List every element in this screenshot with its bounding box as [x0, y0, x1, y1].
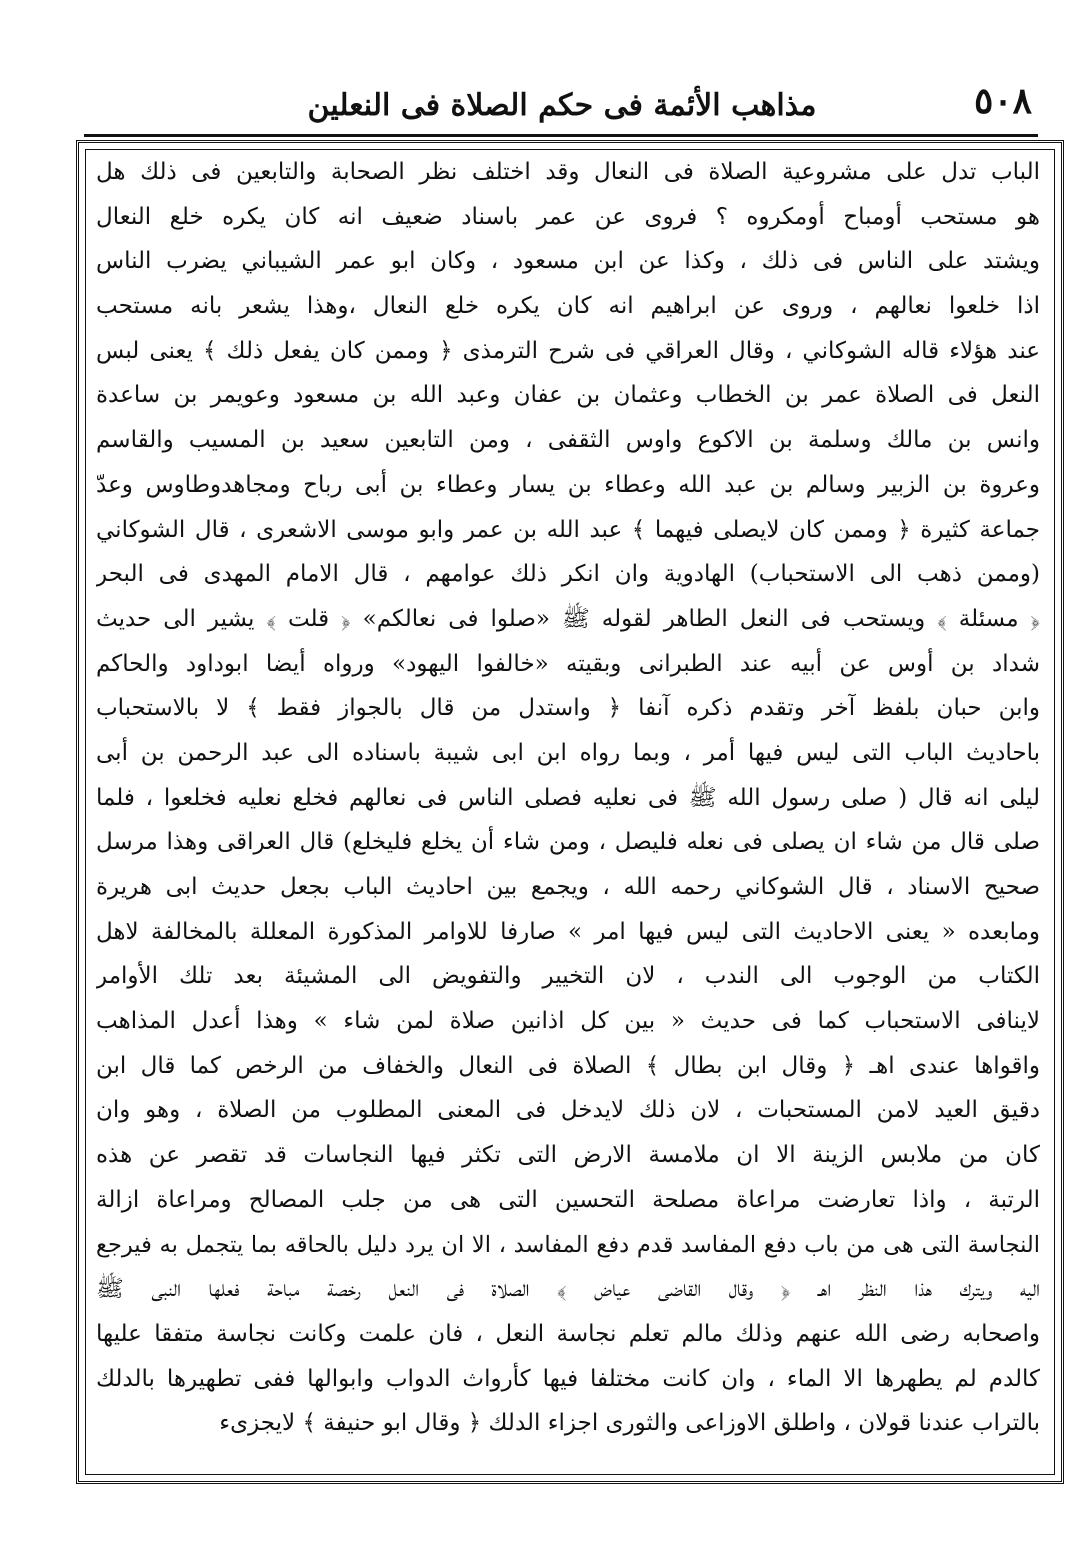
text-line: باحاديث الباب التى ليس فيها أمر ، وبما رواه ابن ابى شيبة باسناده الى عبد الرحمن بن أبى — [96, 739, 1040, 766]
text-line: عند هؤلاء قاله الشوكاني ، وقال العراقي فى شرح الترمذى ﴿ وممن كان يفعل ذلك ﴾ يعنى لبس — [96, 337, 1040, 364]
text-line: بالتراب عندنا قولان ، واطلق الاوزاعى والثورى اجزاء الدلك ﴿ وقال ابو حنيفة ﴾ لايجزىء — [219, 1410, 1040, 1437]
body-text — [96, 150, 1040, 1446]
page-header — [92, 78, 1032, 134]
text-line: كالدم لم يطهرها الا الماء ، وان كانت مختلفا فيها كأرواث الدواب وابوالها ففى تطهيرها بالدلك — [96, 1365, 1040, 1392]
page-number: ٥٠٨ — [973, 80, 1032, 122]
header-rule — [84, 134, 1038, 137]
text-line: دقيق العيد لامن المستحبات ، لان ذلك لايدخل فى المعنى المطلوب من الصلاة ، وهو وان — [96, 1097, 1040, 1124]
text-line: كان من ملابس الزينة الا ان ملامسة الارض التى تكثر فيها النجاسات قد تقصر عن هذه — [96, 1142, 1040, 1169]
text-line: ليلى انه قال ( صلى رسول الله ﷺ فى نعليه فصلى الناس فى نعالهم فخلع نعليه فخلعوا ، فلما — [96, 784, 1040, 811]
text-line: ومابعده « يعنى الاحاديث التى ليس فيها امر » صارفا للاوامر المذكورة المعللة بالمخالفة لاهل — [96, 918, 1040, 945]
text-line: ﴿ مسئلة ﴾ ويستحب فى النعل الطاهر لقوله ﷺ «صلوا فى نعالكم» ﴿ قلت ﴾ يشير الى حديث — [96, 605, 1040, 632]
text-line: (وممن ذهب الى الاستحباب) الهادوية وان انكر ذلك عوامهم ، قال الامام المهدى فى البحر — [96, 561, 1040, 588]
text-line: هو مستحب أومباح أومكروه ؟ فروى عن عمر باسناد ضعيف انه كان يكره خلع النعال — [96, 203, 1040, 230]
text-line: النعل فى الصلاة عمر بن الخطاب وعثمان بن عفان وعبد الله بن مسعود وعويمر بن ساعدة — [96, 382, 1040, 409]
text-line: الكتاب من الوجوب الى الندب ، لان التخيير والتفويض الى المشيئة بعد تلك الأوامر — [96, 963, 1040, 990]
text-line: الباب تدل على مشروعية الصلاة فى النعال وقد اختلف نظر الصحابة والتابعين فى ذلك هل — [96, 159, 1040, 185]
text-line: النجاسة التى هى من باب دفع المفاسد قدم دفع المفاسد ، الا ان يرد دليل بالحاقه بما يتجمل به فيرجع — [96, 1231, 1040, 1258]
text-line: اذا خلعوا نعالهم ، وروى عن ابراهيم انه كان يكره خلع النعال ،وهذا يشعر بانه مستحب — [96, 293, 1040, 320]
text-line: شداد بن أوس عن أبيه عند الطبرانى وبقيته «خالفوا اليهود» ورواه أيضا ابوداود والحاكم — [96, 650, 1040, 677]
text-line: الرتبة ، واذا تعارضت مراعاة مصلحة التحسين التى هى من جلب المصالح ومراعاة ازالة — [96, 1186, 1040, 1213]
text-line: اليه ويترك هذا النظر اهـ ﴿ وقال القاضى عياض ﴾ الصلاة فى النعل رخصة مباحة فعلها النبى ﷺ — [96, 1276, 1040, 1303]
text-line: لاينافى الاستحباب كما فى حديث « بين كل اذانين صلاة لمن شاء » وهذا أعدل المذاهب — [96, 1008, 1040, 1035]
text-line: وابن حبان بلفظ آخر وتقدم ذكره آنفا ﴿ واستدل من قال بالجواز فقط ﴾ لا بالاستحباب — [96, 695, 1040, 722]
text-line: ويشتد على الناس فى ذلك ، وكذا عن ابن مسعود ، وكان ابو عمر الشيباني يضرب الناس — [96, 248, 1040, 275]
text-line: واقواها عندى اهـ ﴿ وقال ابن بطال ﴾ الصلاة فى النعال والخفاف من الرخص كما قال ابن — [96, 1052, 1040, 1079]
text-line: وعروة بن الزبير وسالم بن عبد الله وعطاء بن يسار وعطاء بن أبى رباح ومجاهدوطاوس وعدّ — [96, 471, 1040, 498]
text-line: صلى قال من شاء ان يصلى فى نعله فليصل ، ومن شاء أن يخلع فليخلع) قال العراقى وهذا مرسل — [96, 829, 1040, 856]
text-line: جماعة كثيرة ﴿ وممن كان لايصلى فيهما ﴾ عبد الله بن عمر وابو موسى الاشعرى ، قال الشوكاني — [96, 516, 1040, 543]
text-line: وانس بن مالك وسلمة بن الاكوع واوس الثقفى ، ومن التابعين سعيد بن المسيب والقاسم — [96, 427, 1040, 454]
text-line: واصحابه رضى الله عنهم وذلك مالم تعلم نجاسة النعل ، فان علمت وكانت نجاسة متفقا عليها — [96, 1320, 1040, 1347]
text-line: صحيح الاسناد ، قال الشوكاني رحمه الله ، ويجمع بين احاديث الباب بجعل حديث ابى هريرة — [96, 874, 1040, 900]
page-title: مذاهب الأئمة فى حكم الصلاة فى النعلين — [307, 88, 817, 123]
